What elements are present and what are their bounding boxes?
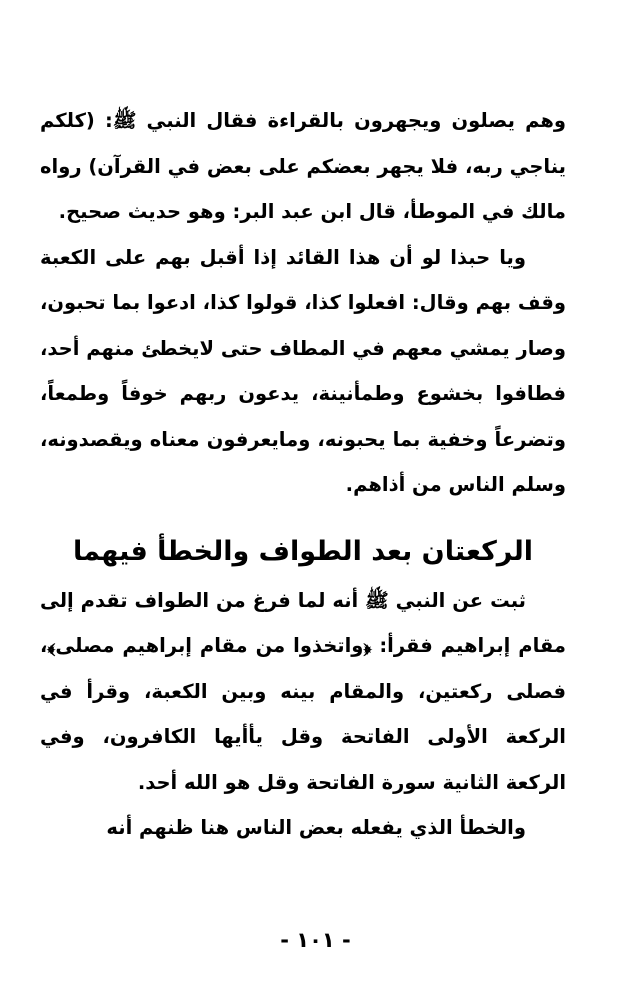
paragraph-4: والخطأ الذي يفعله بعض الناس هنا ظنهم أنه — [106, 816, 526, 839]
section-heading: الركعتان بعد الطواف والخطأ فيهما — [73, 535, 533, 567]
page-body — [40, 98, 566, 851]
paragraph-1: وهم يصلون ويجهرون بالقراءة فقال النبي ﷺ: (كلكم يناجي ربه، فلا يجهر بعضكم على بعض في القرآن) رواه مالك في الموطأ، قال ابن عبد البر: وهو حديث صحيح. — [40, 109, 566, 223]
paragraph-2: ويا حبذا لو أن هذا القائد إذا أقبل بهم على الكعبة وقف بهم وقال: افعلوا كذا، قولوا كذا، ادعوا بما تحبون، وصار يمشي معهم في المطاف حتى لايخطئ منهم أحد، فطافوا بخشوع وطمأنينة، يدعون ربهم خوفاً وطمعاً، وتضرعاً وخفية بما يحبونه، ومايعرفون معناه ويقصدونه، وسلم الناس من أذاهم. — [40, 245, 566, 496]
paragraph-3: ثبت عن النبي ﷺ أنه لما فرغ من الطواف تقدم إلى مقام إبراهيم فقرأ: ﴿واتخذوا من مقام إبراهيم مصلى﴾، فصلى ركعتين، والمقام بينه وبين الكعبة، وقرأ في الركعة الأولى الفاتحة وقل يأأيها الكافرون، وفي الركعة الثانية سورة الفاتحة وقل هو الله أحد. — [40, 588, 566, 794]
page-number: - ١٠١ - — [280, 928, 351, 952]
